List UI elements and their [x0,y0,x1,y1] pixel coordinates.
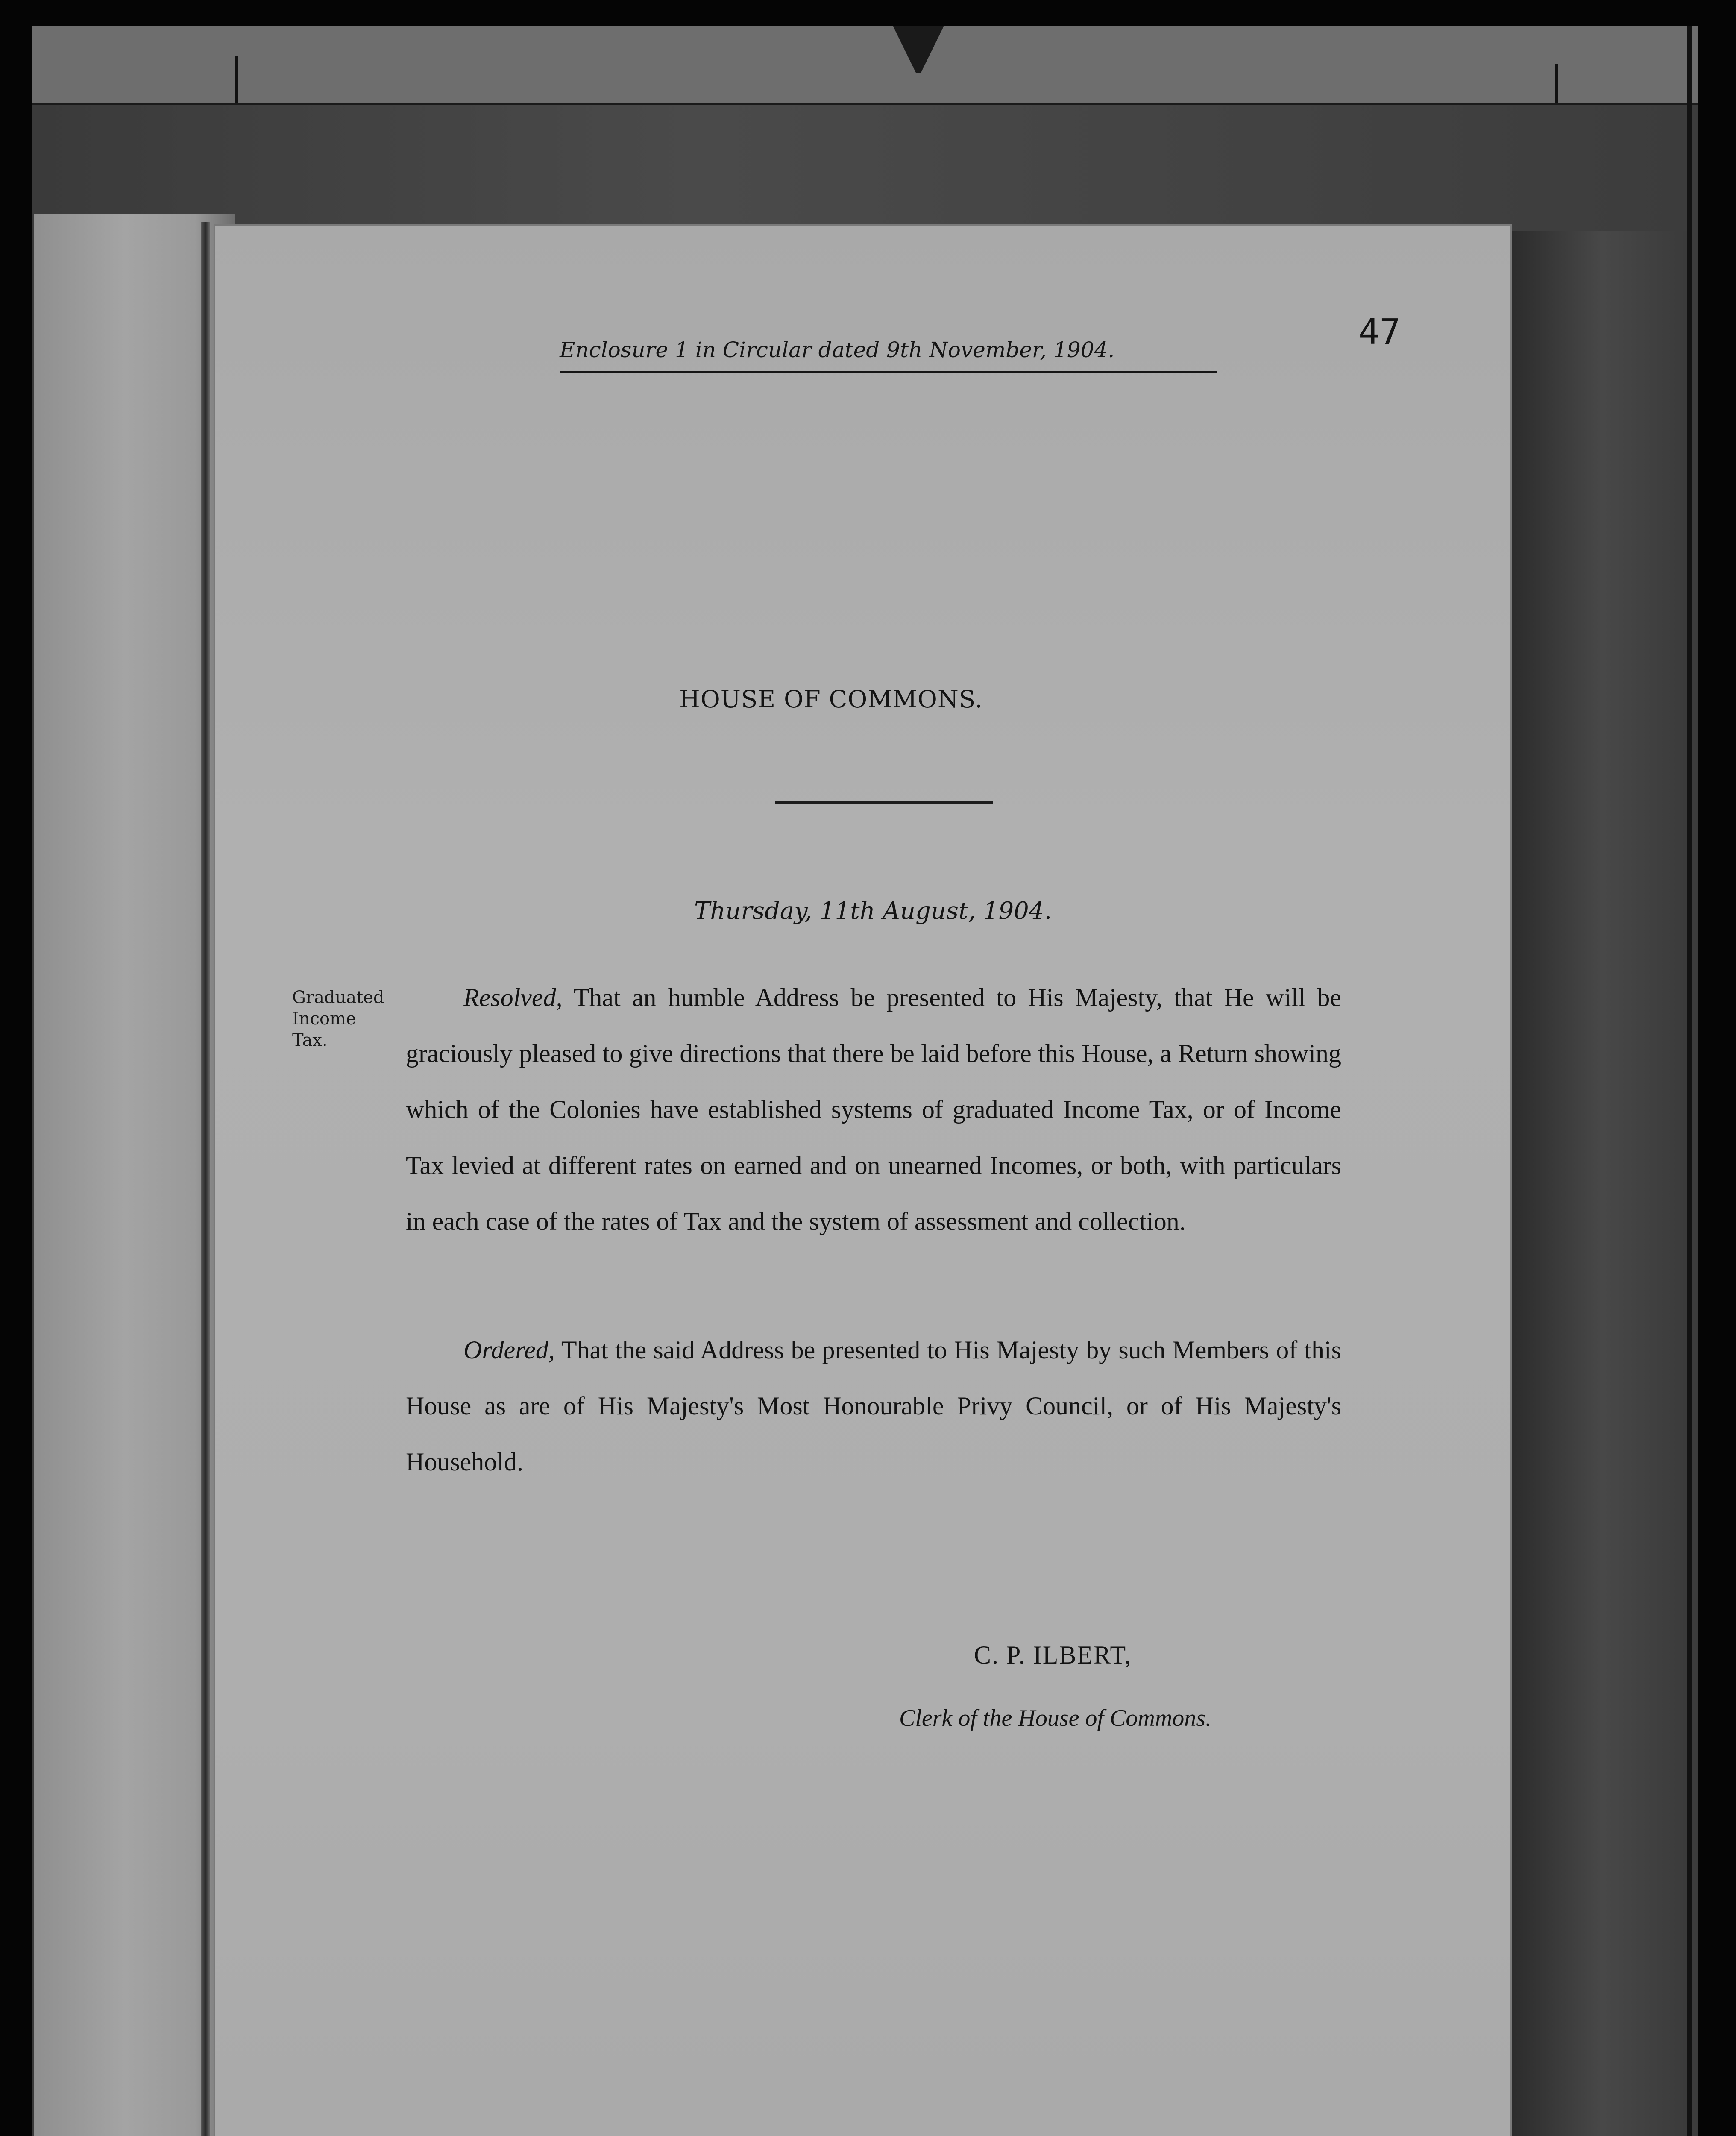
margin-note-line: Tax. [292,1030,328,1050]
resolution-text: That an humble Address be presented to His Majesty, that He will be graciously pleased to give directions that there be laid before this House, a Return showing which of the Colonies have established systems of graduated Income Tax, or of Income Tax levied at different rates on earned and on unearned Incomes, or both, with particulars in each case of the rates of Tax and the system of assessment and collection. [406,983,1342,1235]
order-text: That the said Address be presented to His Majesty by such Members of this House as are of His Majesty's Most Honourable Privy Council, or of His Majesty's Household. [406,1336,1341,1476]
page-fold [201,222,210,2136]
date-line: Thursday, 11th August, 1904. [694,897,1052,925]
signer-name: C. P. ILBERT, [974,1641,1132,1669]
heading-rule [775,801,993,804]
resolution-paragraph [406,970,1341,1250]
top-binding-strip [32,26,1698,105]
frame-edge-line [1687,26,1692,2136]
document-heading: HOUSE OF COMMONS. [679,686,983,713]
enclosure-line: Enclosure 1 in Circular dated 9th November, 1904. [560,337,1115,362]
top-tick-mark-right [1555,64,1558,103]
enclosure-underline [560,371,1217,373]
page-number: 47 [1358,312,1401,352]
signer-title: Clerk of the House of Commons. [899,1705,1212,1731]
right-shadow-area [1512,231,1692,2136]
resolution-lead: Resolved, [463,983,563,1012]
top-tick-mark-left [235,56,238,103]
margin-note-line: Income [292,1009,356,1029]
order-lead: Ordered, [463,1336,555,1364]
margin-note-line: Graduated [292,988,384,1007]
order-paragraph [406,1322,1341,1490]
